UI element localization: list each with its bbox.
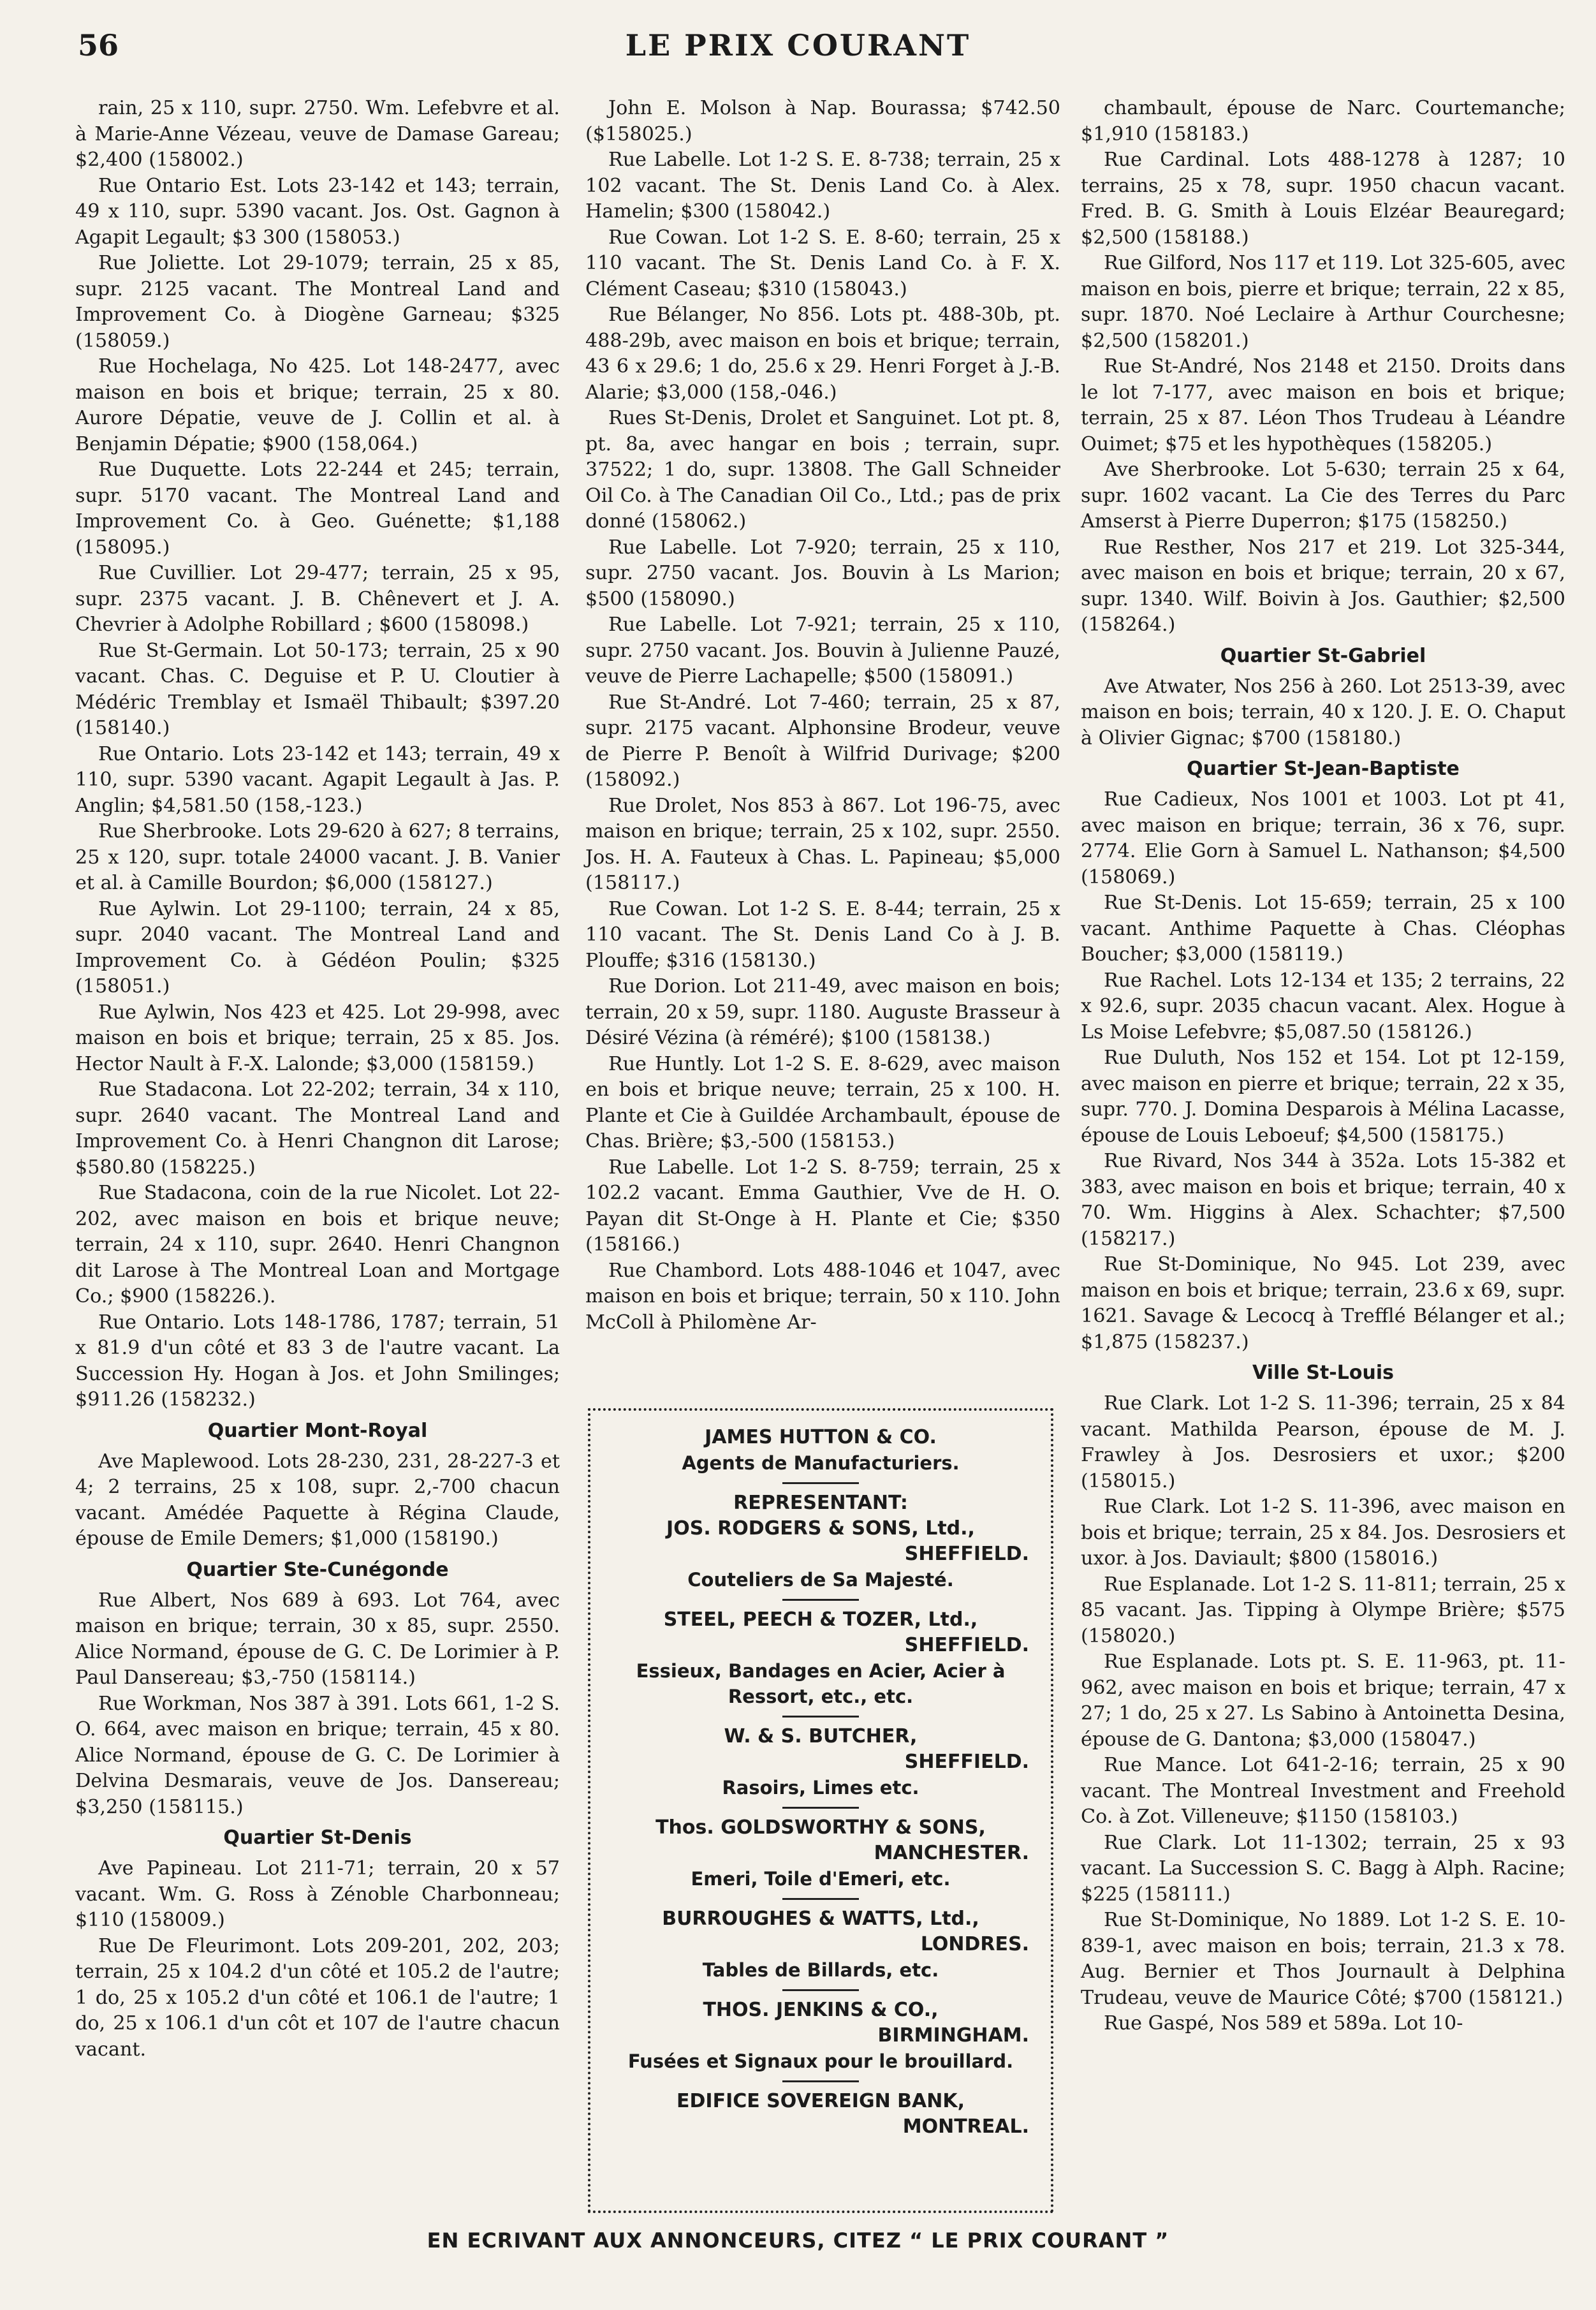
column-1 bbox=[75, 96, 560, 2063]
ad-entry bbox=[612, 1815, 1029, 1892]
listing-entry: chambault, épouse de Narc. Courtemanche; $1,910 (158183.) bbox=[1081, 97, 1565, 145]
listing-entry: Rue Cadieux, Nos 1001 et 1003. Lot pt 41, avec maison en brique; terrain, 36 x 76, supr. 2774. Elie Gorn à Samuel L. Nathanson; $4,500 (158069.) bbox=[1081, 788, 1565, 888]
ad-city: LONDRES. bbox=[920, 1933, 1029, 1955]
listing-entry: Rue Labelle. Lot 7-921; terrain, 25 x 110, supr. 2750 vacant. Jos. Bouvin à Julienne Pauzé, veuve de Pierre Lachapelle; $500 (158091.) bbox=[585, 614, 1060, 688]
listing-entry: Rue Duquette. Lots 22-244 et 245; terrain, supr. 5170 vacant. The Montreal Land and Improvement Co. à Geo. Guénette; $1,188 (158095.) bbox=[75, 459, 560, 559]
ad-description: Tables de Billards, etc. bbox=[702, 1959, 939, 1981]
ad-company-line: STEEL, PEECH & TOZER, Ltd., bbox=[663, 1608, 978, 1631]
ad-company-line: W. & S. BUTCHER, bbox=[724, 1725, 918, 1747]
ad-divider bbox=[782, 1807, 859, 1809]
listing-entry: Rue Labelle. Lot 1-2 S. E. 8-738; terrain, 25 x 102 vacant. The St. Denis Land Co. à Alex. Hamelin; $300 (158042.) bbox=[585, 149, 1060, 223]
ad-city: SHEFFIELD. bbox=[904, 1634, 1029, 1656]
column-2 bbox=[585, 96, 1060, 1335]
listing-entry: Rue St-Dominique, No 945. Lot 239, avec maison en bois et brique; terrain, 23.6 x 69, supr. 1621. Savage & Lecocq à Trefflé Bélanger et al.; $1,875 (158237.) bbox=[1081, 1253, 1565, 1353]
section-heading: Ville St-Louis bbox=[1252, 1362, 1394, 1384]
section-heading: Quartier St-Jean-Baptiste bbox=[1187, 758, 1460, 780]
listing-entry: Rue Aylwin. Lot 29-1100; terrain, 24 x 85, supr. 2040 vacant. The Montreal Land and Improvement Co. à Gédéon Poulin; $325 (158051.) bbox=[75, 897, 560, 997]
ad-description: Couteliers de Sa Majesté. bbox=[687, 1569, 954, 1591]
listing-entry: Rue Clark. Lot 11-1302; terrain, 25 x 93 vacant. La Succession S. C. Bagg à Alph. Racine; $225 (158111.) bbox=[1081, 1831, 1565, 1906]
ad-divider bbox=[782, 1599, 859, 1601]
listing-entry: Rue Stadacona. Lot 22-202; terrain, 34 x 110, supr. 2640 vacant. The Montreal Land and Improvement Co. à Henri Changnon dit Larose; $580.80 (158225.) bbox=[75, 1078, 560, 1179]
footer-notice: EN ECRIVANT AUX ANNONCEURS, CITEZ “ LE PRIX COURANT ” bbox=[427, 2228, 1169, 2253]
listing-entry: Ave Atwater, Nos 256 à 260. Lot 2513-39, avec maison en bois; terrain, 40 x 120. J. E. O. Chaput à Olivier Gignac; $700 (158180.) bbox=[1081, 675, 1565, 749]
listing-entry: Ave Sherbrooke. Lot 5-630; terrain 25 x 64, supr. 1602 vacant. La Cie des Terres du Parc Amserst à Pierre Duperron; $175 (158250.) bbox=[1081, 459, 1565, 533]
ad-city: MANCHESTER. bbox=[874, 1842, 1029, 1864]
ad-city: BIRMINGHAM. bbox=[877, 2024, 1029, 2047]
ad-description: Fusées et Signaux pour le brouillard. bbox=[627, 2050, 1014, 2072]
ad-entry bbox=[612, 1607, 1029, 1709]
listing-entry: Rue Cowan. Lot 1-2 S. E. 8-60; terrain, 25 x 110 vacant. The St. Denis Land Co. à F. X. Clément Caseau; $310 (158043.) bbox=[585, 226, 1060, 300]
listing-entry: Rue Clark. Lot 1-2 S. 11-396; terrain, 25 x 84 vacant. Mathilda Pearson, épouse de M. J. Frawley à Jos. Desrosiers et uxor.; $200 (158015.) bbox=[1081, 1392, 1565, 1492]
listing-entry: John E. Molson à Nap. Bourassa; $742.50 ($158025.) bbox=[585, 97, 1060, 145]
ad-divider bbox=[782, 1898, 859, 1900]
ad-description: Emeri, Toile d'Emeri, etc. bbox=[691, 1868, 951, 1890]
ad-description: Rasoirs, Limes etc. bbox=[722, 1777, 919, 1799]
listing-entry: Rue Joliette. Lot 29-1079; terrain, 25 x 85, supr. 2125 vacant. The Montreal Land and Improvement Co. à Diogène Garneau; $325 (158059.) bbox=[75, 252, 560, 352]
listing-entry: Rue Workman, Nos 387 à 391. Lots 661, 1-2 S. O. 664, avec maison en brique; terrain, 45 x 80. Alice Normand, épouse de G. C. De Lorimier à Delvina Desmarais, veuve de Jos. Dansereau; $3,250 (158115.) bbox=[75, 1692, 560, 1818]
listing-entry: Rue St-Dominique, No 1889. Lot 1-2 S. E. 10-839-1, avec maison en bois; terrain, 21.3 x 78. Aug. Bernier et Thos Journault à Delphina Trudeau, veuve de Maurice Côté; $700 (158121.) bbox=[1081, 1909, 1565, 2009]
listing-entry: Rues St-Denis, Drolet et Sanguinet. Lot pt. 8, pt. 8a, avec hangar en bois ; terrain, supr. 37522; 1 do, supr. 13808. The Gall Schneider Oil Co. à The Canadian Oil Co., Ltd.; pas de prix donné (158062.) bbox=[585, 407, 1060, 533]
listing-entry: Rue Duluth, Nos 152 et 154. Lot pt 12-159, avec maison en pierre et brique; terrain, 22 x 35, supr. 770. J. Domina Desparois à Mélina Lacasse, épouse de Louis Leboeuf; $4,500 (158175.) bbox=[1081, 1047, 1565, 1147]
listing-entry: Rue St-André. Lot 7-460; terrain, 25 x 87, supr. 2175 vacant. Alphonsine Brodeur, veuve de Pierre P. Benoît à Wilfrid Durivage; $200 (158092.) bbox=[585, 691, 1060, 791]
ad-company-line: Thos. GOLDSWORTHY & SONS, bbox=[655, 1816, 986, 1839]
page-number: 56 bbox=[78, 28, 119, 63]
ad-divider bbox=[782, 1716, 859, 1718]
advertisement-box bbox=[588, 1408, 1053, 2213]
ad-entry bbox=[612, 1490, 1029, 1593]
listing-entry: Rue St-Denis. Lot 15-659; terrain, 25 x 100 vacant. Anthime Paquette à Chas. Cléophas Boucher; $3,000 (158119.) bbox=[1081, 892, 1565, 966]
listing-entry: Rue Rivard, Nos 344 à 352a. Lots 15-382 et 383, avec maison en bois et brique; terrain, 40 x 70. Wm. Higgins à Alex. Schachter; $7,500 (158217.) bbox=[1081, 1150, 1565, 1250]
ad-description: Agents de Manufacturiers. bbox=[682, 1452, 960, 1474]
listing-entry: Rue Ontario. Lots 148-1786, 1787; terrain, 51 x 81.9 d'un côté et 83 3 de l'autre vacant. La Succession Hy. Hogan à Jos. et John Smilinges; $911.26 (158232.) bbox=[75, 1311, 560, 1411]
ad-company-line: JOS. RODGERS & SONS, Ltd., bbox=[666, 1517, 975, 1540]
ad-city: SHEFFIELD. bbox=[904, 1751, 1029, 1773]
listing-entry: Rue Resther, Nos 217 et 219. Lot 325-344, avec maison en bois et brique; terrain, 20 x 67, supr. 1340. Wilf. Boivin à Jos. Gauthier; $2,500 (158264.) bbox=[1081, 536, 1565, 636]
listing-entry: Rue Stadacona, coin de la rue Nicolet. Lot 22-202, avec maison en bois et brique neuve; terrain, 24 x 110, supr. 2640. Henri Changnon dit Larose à The Montreal Loan and Mortgage Co.; $900 (158226.). bbox=[75, 1182, 560, 1307]
ad-company-line: THOS. JENKINS & CO., bbox=[703, 1999, 939, 2021]
listing-entry: Ave Papineau. Lot 211-71; terrain, 20 x 57 vacant. Wm. G. Ross à Zénoble Charbonneau; $110 (158009.) bbox=[75, 1857, 560, 1931]
section-heading: Quartier St-Gabriel bbox=[1220, 644, 1426, 667]
listing-entry: Rue Cowan. Lot 1-2 S. E. 8-44; terrain, 25 x 110 vacant. The St. Denis Land Co à J. B. Plouffe; $316 (158130.) bbox=[585, 897, 1060, 972]
listing-entry: Rue St-André, Nos 2148 et 2150. Droits dans le lot 7-177, avec maison en bois et brique; terrain, 25 x 87. Léon Thos Trudeau à Léandre Ouimet; $75 et les hypothèques (158205.) bbox=[1081, 355, 1565, 455]
ad-entry bbox=[612, 1906, 1029, 1983]
listing-entry: Rue Ontario Est. Lots 23-142 et 143; terrain, 49 x 110, supr. 5390 vacant. Jos. Ost. Gagnon à Agapit Legault; $3 300 (158053.) bbox=[75, 174, 560, 249]
listing-entry: Rue Esplanade. Lots pt. S. E. 11-963, pt. 11-962, avec maison en bois et brique; terrain, 47 x 27; 1 do, 25 x 27. Ls Sabino à Antoinetta Desina, épouse de G. Dantona; $3,000 (158047.) bbox=[1081, 1651, 1565, 1751]
section-heading: Quartier St-Denis bbox=[223, 1827, 412, 1849]
ad-city: MONTREAL. bbox=[902, 2115, 1029, 2138]
listing-entry: Rue Cuvillier. Lot 29-477; terrain, 25 x 95, supr. 2375 vacant. J. B. Chênevert et J. A. Chevrier à Adolphe Robillard ; $600 (158098.) bbox=[75, 562, 560, 636]
column-3 bbox=[1081, 96, 1565, 2037]
section-heading: Quartier Mont-Royal bbox=[207, 1419, 428, 1442]
listing-entry: Rue Rachel. Lots 12-134 et 135; 2 terrains, 22 x 92.6, supr. 2035 chacun vacant. Alex. Hogue à Ls Moise Lefebvre; $5,087.50 (158126.) bbox=[1081, 969, 1565, 1043]
ad-entry bbox=[612, 1997, 1029, 2074]
listing-entry: Rue Drolet, Nos 853 à 867. Lot 196-75, avec maison en brique; terrain, 25 x 102, supr. 2550. Jos. H. A. Fauteux à Chas. L. Papineau; $5,000 (158117.) bbox=[585, 794, 1060, 894]
listing-entry: Rue Gaspé, Nos 589 et 589a. Lot 10- bbox=[1104, 2012, 1463, 2034]
listing-entry: Rue Labelle. Lot 7-920; terrain, 25 x 110, supr. 2750 vacant. Jos. Bouvin à Ls Marion; $500 (158090.) bbox=[585, 536, 1060, 610]
ad-divider bbox=[782, 2080, 859, 2082]
listing-entry: Rue Huntly. Lot 1-2 S. E. 8-629, avec maison en bois et brique neuve; terrain, 25 x 100. H. Plante et Cie à Guildée Archambault, épouse de Chas. Brière; $3,-500 (158153.) bbox=[585, 1052, 1060, 1152]
listing-entry: Rue Ontario. Lots 23-142 et 143; terrain, 49 x 110, supr. 5390 vacant. Agapit Legault à Jas. P. Anglin; $4,581.50 (158,-123.) bbox=[75, 742, 560, 817]
listing-entry: Rue Gilford, Nos 117 et 119. Lot 325-605, avec maison en bois, pierre et brique; terrain, 22 x 85, supr. 1870. Noé Leclaire à Arthur Courchesne; $2,500 (158201.) bbox=[1081, 252, 1565, 352]
ad-entry bbox=[612, 1724, 1029, 1800]
listing-entry: Rue Dorion. Lot 211-49, avec maison en bois; terrain, 20 x 59, supr. 1180. Auguste Brasseur à Désiré Vézina (à réméré); $100 (158138.) bbox=[585, 975, 1060, 1049]
page-title: LE PRIX COURANT bbox=[625, 28, 971, 63]
listing-entry: Rue De Fleurimont. Lots 209-201, 202, 203; terrain, 25 x 104.2 d'un côté et 105.2 de l'autre; 1 do, 25 x 105.2 d'un côté et 106.1 de l'autre; 1 do, 25 x 106.1 d'un côt et 107 de l'autre chacun vacant. bbox=[75, 1934, 560, 2061]
listing-entry: Rue Cardinal. Lots 488-1278 à 1287; 10 terrains, 25 x 78, supr. 1950 chacun vacant. Fred. B. G. Smith à Louis Elzéar Beauregard; $2,500 (158188.) bbox=[1081, 149, 1565, 249]
listing-entry: Rue Sherbrooke. Lots 29-620 à 627; 8 terrains, 25 x 120, supr. totale 24000 vacant. J. B. Vanier et al. à Camille Bourdon; $6,000 (158127.) bbox=[75, 820, 560, 894]
listing-entry: rain, 25 x 110, supr. 2750. Wm. Lefebvre et al. à Marie-Anne Vézeau, veuve de Damase Gareau; $2,400 (158002.) bbox=[75, 97, 560, 171]
ad-entry bbox=[612, 2089, 1029, 2140]
listing-entry: Ave Maplewood. Lots 28-230, 231, 28-227-3 et 4; 2 terrains, 25 x 108, supr. 2,-700 chacun vacant. Amédée Paquette à Régina Claude, épouse de Emile Demers; $1,000 (158190.) bbox=[75, 1450, 560, 1550]
ad-city: SHEFFIELD. bbox=[904, 1543, 1029, 1565]
listing-entry: Rue Albert, Nos 689 à 693. Lot 764, avec maison en brique; terrain, 30 x 85, supr. 2550. Alice Normand, épouse de G. C. De Lorimier à P. Paul Dansereau; $3,-750 (158114.) bbox=[75, 1589, 560, 1689]
listing-entry: Rue Chambord. Lots 488-1046 et 1047, avec maison en bois et brique; terrain, 50 x 110. John McColl à Philomène Ar- bbox=[585, 1259, 1060, 1334]
listing-entry: Rue Clark. Lot 1-2 S. 11-396, avec maison en bois et brique; terrain, 25 x 84. Jos. Desrosiers et uxor. à Jos. Daviault; $800 (158016.) bbox=[1081, 1496, 1565, 1570]
section-heading: Quartier Ste-Cunégonde bbox=[186, 1558, 449, 1581]
listing-entry: Rue Hochelaga, No 425. Lot 148-2477, avec maison en bois et brique; terrain, 25 x 80. Aurore Dépatie, veuve de J. Collin et al. à Benjamin Dépatie; $900 (158,064.) bbox=[75, 355, 560, 455]
ad-divider bbox=[782, 1989, 859, 1991]
ad-company-line: BURROUGHES & WATTS, Ltd., bbox=[662, 1908, 979, 1930]
listing-entry: Rue Esplanade. Lot 1-2 S. 11-811; terrain, 25 x 85 vacant. Jas. Tipping à Olympe Brière; $575 (158020.) bbox=[1081, 1573, 1565, 1647]
listing-entry: Rue Bélanger, No 856. Lots pt. 488-30b, pt. 488-29b, avec maison en bois et brique; terrain, 43 6 x 29.6; 1 do, 25.6 x 29. Henri Forget à J.-B. Alarie; $3,000 (158,-046.) bbox=[585, 304, 1060, 404]
listing-entry: Rue Mance. Lot 641-2-16; terrain, 25 x 90 vacant. The Montreal Investment and Freehold Co. à Zot. Villeneuve; $1150 (158103.) bbox=[1081, 1754, 1565, 1828]
listing-entry: Rue Aylwin, Nos 423 et 425. Lot 29-998, avec maison en bois et brique; terrain, 25 x 85. Jos. Hector Nault à F.-X. Lalonde; $3,000 (158159.) bbox=[75, 1001, 560, 1075]
ad-entry bbox=[612, 1425, 1029, 1476]
listing-entry: Rue St-Germain. Lot 50-173; terrain, 25 x 90 vacant. Chas. C. Deguise et P. U. Cloutier à Médéric Tremblay et Ismaël Thibault; $397.20 (158140.) bbox=[75, 639, 560, 739]
ad-company-line: REPRESENTANT: bbox=[733, 1492, 908, 1514]
ad-description: Essieux, Bandages en Acier, Acier à Ressort, etc., etc. bbox=[636, 1660, 1006, 1707]
ad-divider bbox=[782, 1482, 859, 1484]
ad-company-line: JAMES HUTTON & CO. bbox=[705, 1426, 937, 1448]
listing-entry: Rue Labelle. Lot 1-2 S. 8-759; terrain, 25 x 102.2 vacant. Emma Gauthier, Vve de H. O. Payan dit St-Onge à H. Plante et Cie; $350 (158166.) bbox=[585, 1156, 1060, 1256]
ad-company-line: EDIFICE SOVEREIGN BANK, bbox=[677, 2090, 965, 2112]
